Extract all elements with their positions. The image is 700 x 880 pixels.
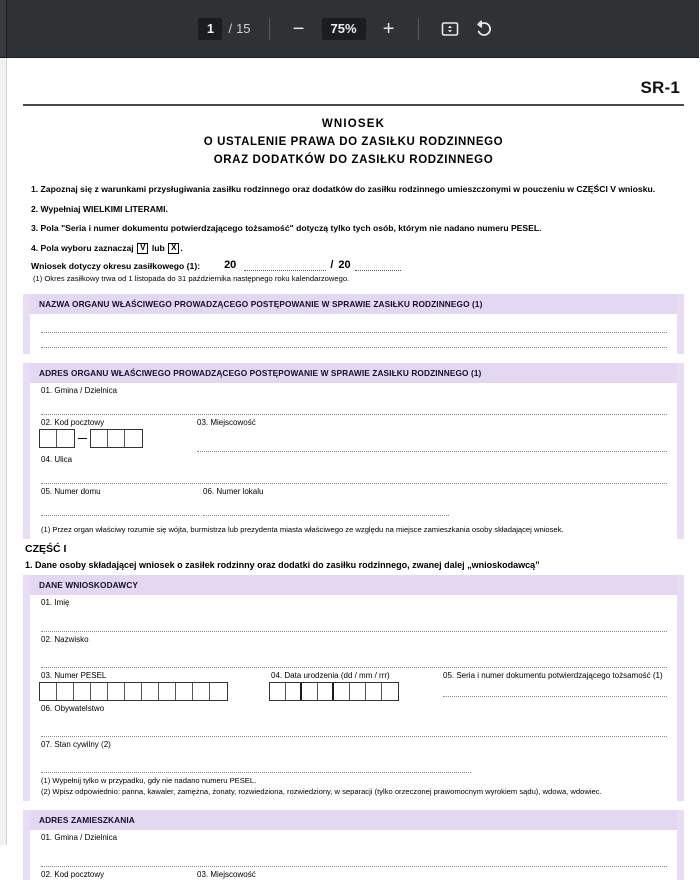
organ-field-06-label: 06. Numer lokalu: [203, 487, 264, 497]
zoom-out-button[interactable]: −: [292, 17, 305, 40]
instruction-2: 2. Wypełniaj WIELKIMI LITERAMI.: [31, 203, 168, 214]
pdf-viewer-toolbar: [0, 0, 699, 58]
organ-field-05-label: 05. Numer domu: [41, 487, 101, 497]
organ-city-line[interactable]: [197, 451, 667, 452]
applicant-document-line[interactable]: [443, 696, 667, 697]
birthdate-cell[interactable]: [318, 683, 334, 700]
applicant-birthdate-block: [269, 668, 441, 700]
section-applicant-data: [23, 575, 684, 801]
section-organ-name: [23, 294, 684, 354]
residence-field-01-label: 01. Gmina / Dzielnica: [41, 833, 118, 843]
period-from-fill[interactable]: [244, 259, 326, 271]
rotate-button[interactable]: [467, 14, 501, 44]
zoom-in-button[interactable]: +: [382, 17, 395, 40]
section-applicant-header: DANE WNIOSKODAWCY: [30, 575, 677, 595]
birthdate-cell[interactable]: [270, 683, 286, 700]
residence-field-03-label: 03. Miejscowość: [197, 869, 256, 879]
fit-page-button[interactable]: [433, 14, 467, 44]
page-number-input[interactable]: 1: [198, 18, 222, 40]
applicant-field-03-label: 03. Numer PESEL: [41, 671, 107, 681]
pesel-cell[interactable]: [91, 683, 108, 700]
title-line-3: ORAZ DODATKÓW DO ZASIŁKU RODZINNEGO: [213, 153, 494, 166]
instruction-4-mid: lub: [151, 242, 165, 253]
part-1-subheading: 1. Dane osoby składającej wniosek o zasiłek rodzinny oraz dodatki do zasiłku rodzinnego, zwanej dalej „wnioskodawcą”: [25, 560, 540, 571]
residence-zip-city-row: [39, 867, 669, 880]
organ-flat-block: [201, 484, 451, 516]
applicant-field-07-label: 07. Stan cywilny (2): [41, 740, 111, 749]
zip-cell[interactable]: [57, 430, 74, 447]
rotate-icon: [473, 18, 495, 40]
pesel-cell[interactable]: [142, 683, 159, 700]
period-footnote: (1) Okres zasiłkowy trwa od 1 listopada do 31 października następnego roku kalendarzowego.: [33, 274, 350, 284]
applicant-field-05-label: 05. Seria i numer dokumentu potwierdzającego tożsamość (1): [443, 671, 663, 681]
pesel-cell[interactable]: [193, 683, 210, 700]
benefit-period-row: [23, 259, 684, 271]
pesel-boxes[interactable]: [39, 682, 228, 701]
zip-cell[interactable]: [91, 430, 108, 447]
organ-zip-block: [39, 415, 187, 451]
total-pages-label: 15: [236, 21, 251, 36]
benefit-period-values: [224, 259, 401, 271]
organ-field-02-label: 02. Kod pocztowy: [41, 418, 105, 428]
section-organ-name-header: NAZWA ORGANU WŁAŚCIWEGO PROWADZĄCEGO POSTĘPOWANIE W SPRAWIE ZASIŁKU RODZINNEGO (1): [30, 294, 677, 314]
zip-cell[interactable]: [40, 430, 57, 447]
applicant-pesel-block: [39, 668, 269, 700]
applicant-identity-row: [39, 668, 669, 700]
organ-zip-city-row: [39, 415, 669, 451]
residence-city-block: [187, 867, 669, 880]
applicant-footnote-1: (1) Wypełnij tylko w przypadku, gdy nie nadano numeru PESEL.: [41, 776, 257, 786]
organ-zip-input[interactable]: [39, 429, 187, 448]
organ-house-block: [39, 484, 201, 516]
section-residence-header: ADRES ZAMIESZKANIA: [30, 810, 677, 830]
page-separator: /: [228, 21, 233, 36]
applicant-field-06-label: 06. Obywatelstwo: [41, 703, 105, 713]
pesel-cell[interactable]: [176, 683, 193, 700]
pesel-cell[interactable]: [108, 683, 125, 700]
zip-cell[interactable]: [125, 430, 142, 447]
birthdate-cell[interactable]: [366, 683, 382, 700]
birthdate-cell[interactable]: [382, 683, 398, 700]
zip-second-part-boxes[interactable]: [90, 429, 143, 448]
organ-city-block: [187, 415, 669, 451]
organ-address-footnote: (1) Przez organ właściwy rozumie się wójta, burmistrza lub prezydenta miasta właściwego ze względu na miejsce zamieszkania osoby składającej wniosek.: [41, 525, 564, 535]
zoom-controls-group: [284, 15, 404, 43]
residence-field-02-label: 02. Kod pocztowy: [41, 869, 105, 879]
part-1-heading: CZĘŚĆ I: [25, 543, 67, 556]
header-rule: [23, 104, 684, 106]
pdf-page: [6, 58, 699, 879]
birthdate-cell[interactable]: [334, 683, 350, 700]
fit-page-icon: [440, 19, 460, 39]
checkmark-v-box: V: [137, 243, 148, 254]
section-residence-address: [23, 810, 684, 880]
period-year-from: 20: [224, 259, 237, 272]
form-code: SR-1: [640, 78, 680, 97]
pesel-cell[interactable]: [40, 683, 57, 700]
organ-field-03-label: 03. Miejscowość: [197, 418, 256, 428]
applicant-document-block: [441, 668, 669, 700]
page-navigation-group: [198, 18, 254, 40]
pesel-cell[interactable]: [74, 683, 91, 700]
page-title: [23, 116, 684, 169]
pesel-cell[interactable]: [125, 683, 142, 700]
pesel-cell[interactable]: [159, 683, 176, 700]
toolbar-divider-1: [269, 18, 270, 40]
instruction-4: [23, 242, 684, 254]
title-line-2: O USTALENIE PRAWA DO ZASIŁKU RODZINNEGO: [203, 135, 504, 148]
pesel-cell[interactable]: [57, 683, 74, 700]
toolbar-divider-2: [418, 18, 419, 40]
pdf-page-viewport[interactable]: [0, 58, 699, 879]
birthdate-cell[interactable]: [350, 683, 366, 700]
applicant-field-02-label: 02. Nazwisko: [41, 634, 89, 644]
instruction-1: 1. Zapoznaj się z warunkami przysługiwania zasiłku rodzinnego oraz dodatków do zasiłku rodzinnego umieszczonymi w pouczeniu w CZĘŚCI V wniosku.: [31, 184, 656, 195]
period-slash: /: [330, 259, 334, 272]
checkmark-x-box: X: [168, 243, 179, 254]
instruction-3: 3. Pola "Seria i numer dokumentu potwierdzającego tożsamość" dotyczą tylko tych osób, którym nie nadano numeru PESEL.: [31, 223, 542, 234]
zip-dash: [78, 438, 87, 439]
zip-cell[interactable]: [108, 430, 125, 447]
birthdate-cell[interactable]: [302, 683, 318, 700]
zoom-level-input[interactable]: 75%: [322, 18, 366, 40]
section-organ-address: [23, 363, 684, 540]
applicant-field-01-label: 01. Imię: [41, 598, 70, 608]
organ-flat-line[interactable]: [203, 515, 449, 516]
instruction-4-suffix: .: [180, 242, 183, 253]
title-line-1: WNIOSEK: [321, 118, 386, 130]
applicant-footnote-2: (2) Wpisz odpowiednio: panna, kawaler, zamężna, żonaty, rozwiedziona, rozwiedziony, w separacji (tylko orzeczonej prawomocnym wyrokiem sądu), wdowa, wdowiec.: [41, 787, 602, 797]
applicant-field-04-label: 04. Data urodzenia (dd / mm / rrr): [271, 671, 390, 681]
birthdate-boxes[interactable]: [269, 682, 399, 701]
period-year-to: 20: [338, 259, 351, 272]
birthdate-cell[interactable]: [286, 683, 302, 700]
period-to-fill[interactable]: [355, 259, 401, 271]
residence-zip-block: [39, 867, 187, 880]
organ-house-flat-row: [39, 484, 669, 516]
organ-field-04-label: 04. Ulica: [41, 454, 73, 464]
pesel-cell[interactable]: [210, 683, 227, 700]
organ-field-01-label: 01. Gmina / Dzielnica: [41, 385, 118, 395]
instruction-4-prefix: 4. Pola wyboru zaznaczaj: [31, 242, 134, 253]
section-organ-address-header: ADRES ORGANU WŁAŚCIWEGO PROWADZĄCEGO POSTĘPOWANIE W SPRAWIE ZASIŁKU RODZINNEGO (1): [30, 363, 677, 383]
organ-house-line[interactable]: [41, 515, 199, 516]
zip-first-part-boxes[interactable]: [39, 429, 75, 448]
benefit-period-label: Wniosek dotyczy okresu zasiłkowego (1):: [31, 261, 201, 272]
form-sheet: [7, 58, 700, 880]
